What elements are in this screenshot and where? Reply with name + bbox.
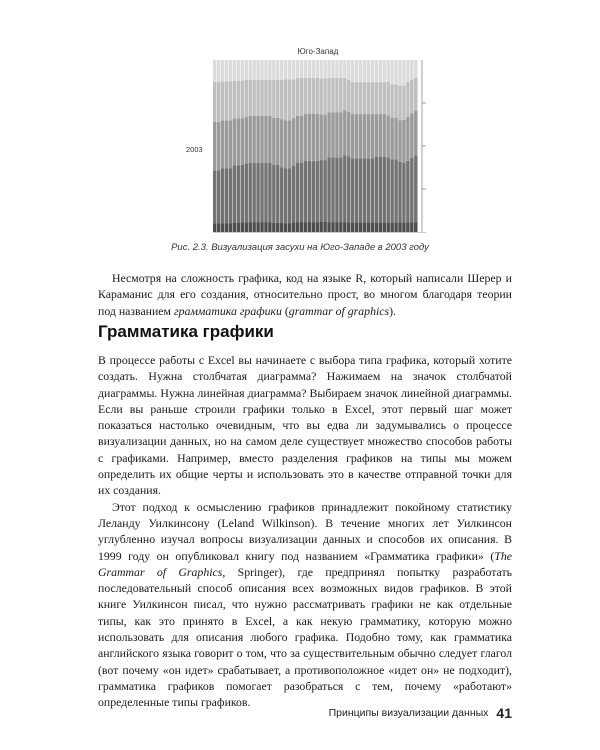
bar-segment [237,223,240,232]
bar-segment [379,82,382,114]
section-heading: Грамматика графики [98,322,274,341]
bar-segment [296,163,299,222]
bar-segment [213,122,216,171]
bar-segment [327,78,330,112]
bar-segment [221,120,224,168]
bar-segment [359,60,362,82]
paragraph-1: В процессе работы с Excel вы начинаете с выбора типа графика, который хотите создать. Нужна столбчатая диаграмма? Нажимаем на значок столбчатой диаграммы. Нужна линейная диаграмма? Выбираем значок линейной диаграммы. Если вы раньше строили графики только в Excel, этот первый шаг может показаться настолько очевидным, что вы едва ли задумывались о процессе визуализации данных, но на самом деле существует множество способов работы с графиками. Например, вместо разделения графиков на типы мы можем определить их общие черты и использовать это в качестве отправной точки для их создания. [98,353,512,498]
bar-segment [339,157,342,222]
bar-segment [296,60,299,78]
bar-segment [410,222,413,232]
bar-segment [406,117,409,161]
bar-segment [327,112,330,157]
intro-emphasis-grammar: грамматика графики [173,303,282,318]
bar-segment [383,222,386,232]
bar-segment [264,116,267,163]
bar-segment [268,222,271,232]
bar-segment [280,60,283,80]
bar-segment [300,78,303,116]
bar-segment [304,60,307,78]
bar-segment [406,82,409,117]
bar-segment [288,120,291,168]
bar-segment [284,60,287,80]
bar-segment [347,156,350,222]
bar-segment [284,168,287,223]
bar-segment [351,82,354,114]
bar-segment [241,165,244,222]
bar-segment [280,223,283,232]
bar-segment [312,161,315,222]
bar-segment [410,80,413,114]
bar-segment [406,161,409,222]
bar-segment [351,222,354,232]
bar-segment [217,223,220,232]
bar-segment [316,222,319,232]
paragraph-2-after: , Springer), где предпринял попытку разработать последовательный способ описания всех возможных видов графиков. В этой книге Уилкинсон писал, что нужно рассматривать графики не как отдельные типы, как это принято в Excel, а как некую грамматику, которую можно использовать для описания любого графика. Подобно тому, как грамматика английского языка говорит о том, что за существительным обычно следует глагол (вот почему «он идет» срабатывает, а противоположное «идет он» не подходит), грамматика графиков помогает разобраться с тем, почему «работают» определенные типы графиков. [98,564,512,710]
bar-segment [367,114,370,158]
bar-segment [390,160,393,223]
bar-segment [390,118,393,160]
bar-segment [343,222,346,232]
bar-segment [319,60,322,78]
bar-segment [256,163,259,222]
bar-segment [406,222,409,232]
bar-segment [280,80,283,119]
bar-segment [359,82,362,114]
figure [0,0,600,270]
bar-segment [221,81,224,120]
bar-segment [276,80,279,118]
bar-segment [308,78,311,114]
bar-segment [237,81,240,119]
bar-segment [292,60,295,79]
bar-segment [410,158,413,222]
bar-segment [316,161,319,222]
bar-segment [355,60,358,82]
bar-segment [355,114,358,158]
bar-segment [375,157,378,223]
bar-segment [371,114,374,158]
bar-segment [343,60,346,78]
bar-segment [241,118,244,165]
bar-segment [355,222,358,232]
bar-segment [268,163,271,222]
bar-segment [323,115,326,161]
bar-segment [402,163,405,223]
bar-segment [280,168,283,224]
bar-segment [371,60,374,82]
bar-segment [323,222,326,232]
bar-segment [375,60,378,82]
figure-title: Юго-Запад [297,47,339,56]
bar-segment [217,170,220,223]
page-footer [329,704,512,722]
bar-segment [225,60,228,81]
bar-segment [398,162,401,223]
bar-segment [268,80,271,116]
bar-segment [359,158,362,222]
bar-segment [331,112,334,157]
bar-segment [347,80,350,112]
bar-segment [237,119,240,166]
bar-segment [288,60,291,80]
bar-segment [264,222,267,232]
bar-segment [367,82,370,114]
bar-segment [355,82,358,114]
bar-segment [335,60,338,78]
bar-segment [225,223,228,232]
bar-segment [394,84,397,117]
bar-segment [323,160,326,222]
bar-segment [304,78,307,114]
bar-segment [371,158,374,222]
bar-segment [292,222,295,232]
bar-segment [335,78,338,112]
bar-segment [292,79,295,118]
bar-segment [292,166,295,222]
bar-segment [379,60,382,82]
footer-label: Принципы визуализации данных [328,706,489,719]
bar-segment [375,82,378,114]
bar-segment [245,117,248,163]
bar-segment [402,120,405,163]
bar-segment [323,78,326,114]
bar-segment [276,223,279,232]
bar-segment [304,114,307,161]
figure-year-label: 2003 [186,145,203,154]
bar-segment [386,157,389,222]
intro-text-before: Несмотря на сложность графика, код на языке R, который написали Шерер и Караманис для его создания, относительно прост, во многом благодаря теории под названием [98,271,512,318]
bar-segment [386,115,389,157]
bar-segment [213,223,216,232]
bar-segment [288,80,291,121]
bar-segment [351,158,354,222]
bar-segment [229,60,232,81]
bar-segment [284,120,287,168]
bar-segment [292,118,295,166]
bar-segment [386,222,389,232]
bar-segment [252,80,255,116]
bar-segment [225,81,228,120]
bar-segment [406,60,409,82]
bar-segment [319,78,322,114]
bar-segment [312,114,315,161]
bar-segment [272,165,275,223]
bar-segment [248,222,251,232]
bar-segment [217,82,220,122]
bar-segment [363,114,366,158]
bar-segment [371,222,374,232]
bar-segment [300,116,303,163]
bar-segment [229,81,232,120]
bar-segment [252,163,255,222]
bar-segment [248,80,251,116]
bar-segment [327,60,330,78]
bar-segment [343,110,346,155]
bar-segment [308,161,311,222]
bar-segment [343,78,346,110]
bar-segment [410,113,413,158]
bar-segment [260,222,263,232]
bar-segment [233,223,236,232]
bar-segment [331,78,334,112]
bar-segment [256,222,259,232]
bar-segment [280,119,283,167]
bar-segment [304,161,307,222]
bar-segment [308,222,311,232]
bar-segment [367,158,370,222]
bar-segment [339,60,342,78]
bar-segment [272,118,275,165]
bar-segment [339,112,342,157]
bar-segment [312,60,315,78]
bar-segment [284,80,287,121]
bar-segment [213,170,216,223]
bar-segment [363,222,366,232]
bar-segment [248,60,251,80]
bar-segment [331,222,334,232]
bar-segment [398,222,401,232]
bar-segment [229,223,232,232]
bar-segment [319,222,322,232]
bar-segment [272,80,275,118]
bar-segment [331,60,334,78]
bar-segment [386,60,389,82]
bar-segment [327,222,330,232]
paragraph-2 [98,499,512,711]
bar-segment [308,114,311,161]
bar-segment [398,60,401,86]
bar-segment [363,158,366,222]
bar-segment [272,223,275,232]
section-body [98,352,512,711]
bar-segment [371,82,374,114]
bar-segment [276,60,279,80]
bar-segment [245,222,248,232]
bar-segment [276,118,279,165]
figure-caption: Рис. 2.3. Визуализация засухи на Юго-Западе в 2003 году [171,242,429,253]
bar-segment [233,81,236,119]
bar-segment [300,222,303,232]
bar-segment [394,222,397,232]
bar-segment [233,60,236,81]
bar-segment [268,60,271,80]
bar-segment [398,86,401,121]
bar-segment [398,121,401,162]
bar-segment [414,155,417,222]
bar-segment [256,60,259,80]
bar-segment [284,223,287,232]
paragraph-2-before: Этот подход к осмыслению графиков принадлежит покойному статистику Леланду Уилкинсону (Leland Wilkinson). В течение многих лет Уилкинсон углубленно изучал вопросы визуализации данных и способов их описания. В 1999 году он опубликовал книгу под названием «Грамматика графики» ( [98,499,512,563]
bar-segment [351,60,354,82]
bar-segment [359,114,362,158]
bar-segment [347,60,350,80]
bar-segment [221,168,224,223]
bar-segment [264,60,267,80]
bar-segment [394,118,397,160]
bar-segment [379,114,382,157]
bar-segment [383,82,386,114]
bar-segment [217,60,220,82]
bar-segment [316,78,319,114]
bar-segment [245,80,248,117]
bar-segment [343,155,346,222]
bar-segment [386,82,389,115]
intro-emphasis-english: grammar of graphics [288,303,390,318]
bar-segment [383,60,386,82]
page-number: 41 [496,704,512,721]
bar-segment [237,60,240,81]
bar-segment [347,222,350,232]
bar-segment [414,60,417,78]
bar-segment [229,168,232,223]
bar-segment [379,222,382,232]
bar-segment [288,223,291,232]
bar-segment [394,60,397,84]
bar-segment [225,168,228,223]
bar-segment [217,122,220,171]
bar-segment [335,157,338,222]
bar-segment [288,168,291,223]
bar-segment [323,60,326,78]
bar-segment [355,158,358,222]
bar-segment [276,165,279,223]
bar-segment [312,78,315,114]
bar-segment [256,116,259,163]
bar-segment [316,60,319,78]
bar-segment [347,112,350,157]
bar-segment [335,222,338,232]
bar-segment [367,222,370,232]
bar-segment [241,222,244,232]
bar-segment [410,60,413,80]
bar-segment [241,60,244,81]
bar-segment [213,82,216,122]
bar-segment [260,80,263,116]
bar-segment [264,163,267,222]
bar-segment [316,114,319,161]
bar-segment [359,222,362,232]
bar-segment [260,116,263,163]
bar-segment [300,60,303,78]
bar-segment [375,114,378,157]
bar-segment [363,82,366,114]
bar-segment [248,163,251,222]
bar-segment [414,78,417,110]
bar-segment [312,222,315,232]
bar-segment [319,160,322,222]
bar-segment [339,222,342,232]
bar-segment [339,78,342,112]
bar-segment [414,110,417,155]
bar-segment [383,157,386,223]
bar-segment [256,80,259,116]
bar-segment [308,60,311,78]
bar-segment [351,114,354,158]
bar-segment [300,163,303,222]
bar-segment [394,160,397,223]
bar-segment [268,116,271,163]
bar-segment [260,60,263,80]
bar-segment [367,60,370,82]
bar-segment [402,86,405,120]
bar-segment [331,157,334,222]
bar-segment [221,223,224,232]
bar-segment [252,222,255,232]
bar-segment [272,60,275,80]
bar-segment [375,222,378,232]
bar-segment [221,60,224,81]
bar-segment [296,78,299,116]
bar-segment [252,116,255,163]
bar-segment [304,222,307,232]
bar-segment [402,223,405,232]
bar-segment [229,120,232,168]
bar-segment [390,60,393,84]
bar-segment [245,163,248,222]
bar-segment [296,116,299,163]
bar-segment [390,222,393,232]
bar-segment [233,165,236,223]
bar-segment [233,119,236,166]
bar-segment [390,84,393,117]
bar-segment [225,120,228,168]
intro-text-middle: ( [281,303,289,318]
bar-segment [383,114,386,157]
bar-segment [335,112,338,157]
bar-segment [264,80,267,116]
bar-segment [248,116,251,163]
bar-segment [319,115,322,161]
bar-segment [213,60,216,82]
intro-paragraph [98,270,512,319]
bar-segment [245,60,248,80]
bar-segment [363,60,366,82]
drought-stacked-bar-chart [210,60,430,238]
bar-segment [296,222,299,232]
intro-text-after: ). [389,303,396,318]
bar-segment [237,165,240,223]
bar-segment [402,60,405,86]
bar-segment [414,222,417,232]
bar-segment [327,157,330,222]
paragraph-2-book-title: The Grammar of Graphics [98,548,512,579]
bar-segment [379,157,382,223]
bar-segment [252,60,255,80]
bar-segment [241,81,244,119]
bar-segment [260,163,263,222]
